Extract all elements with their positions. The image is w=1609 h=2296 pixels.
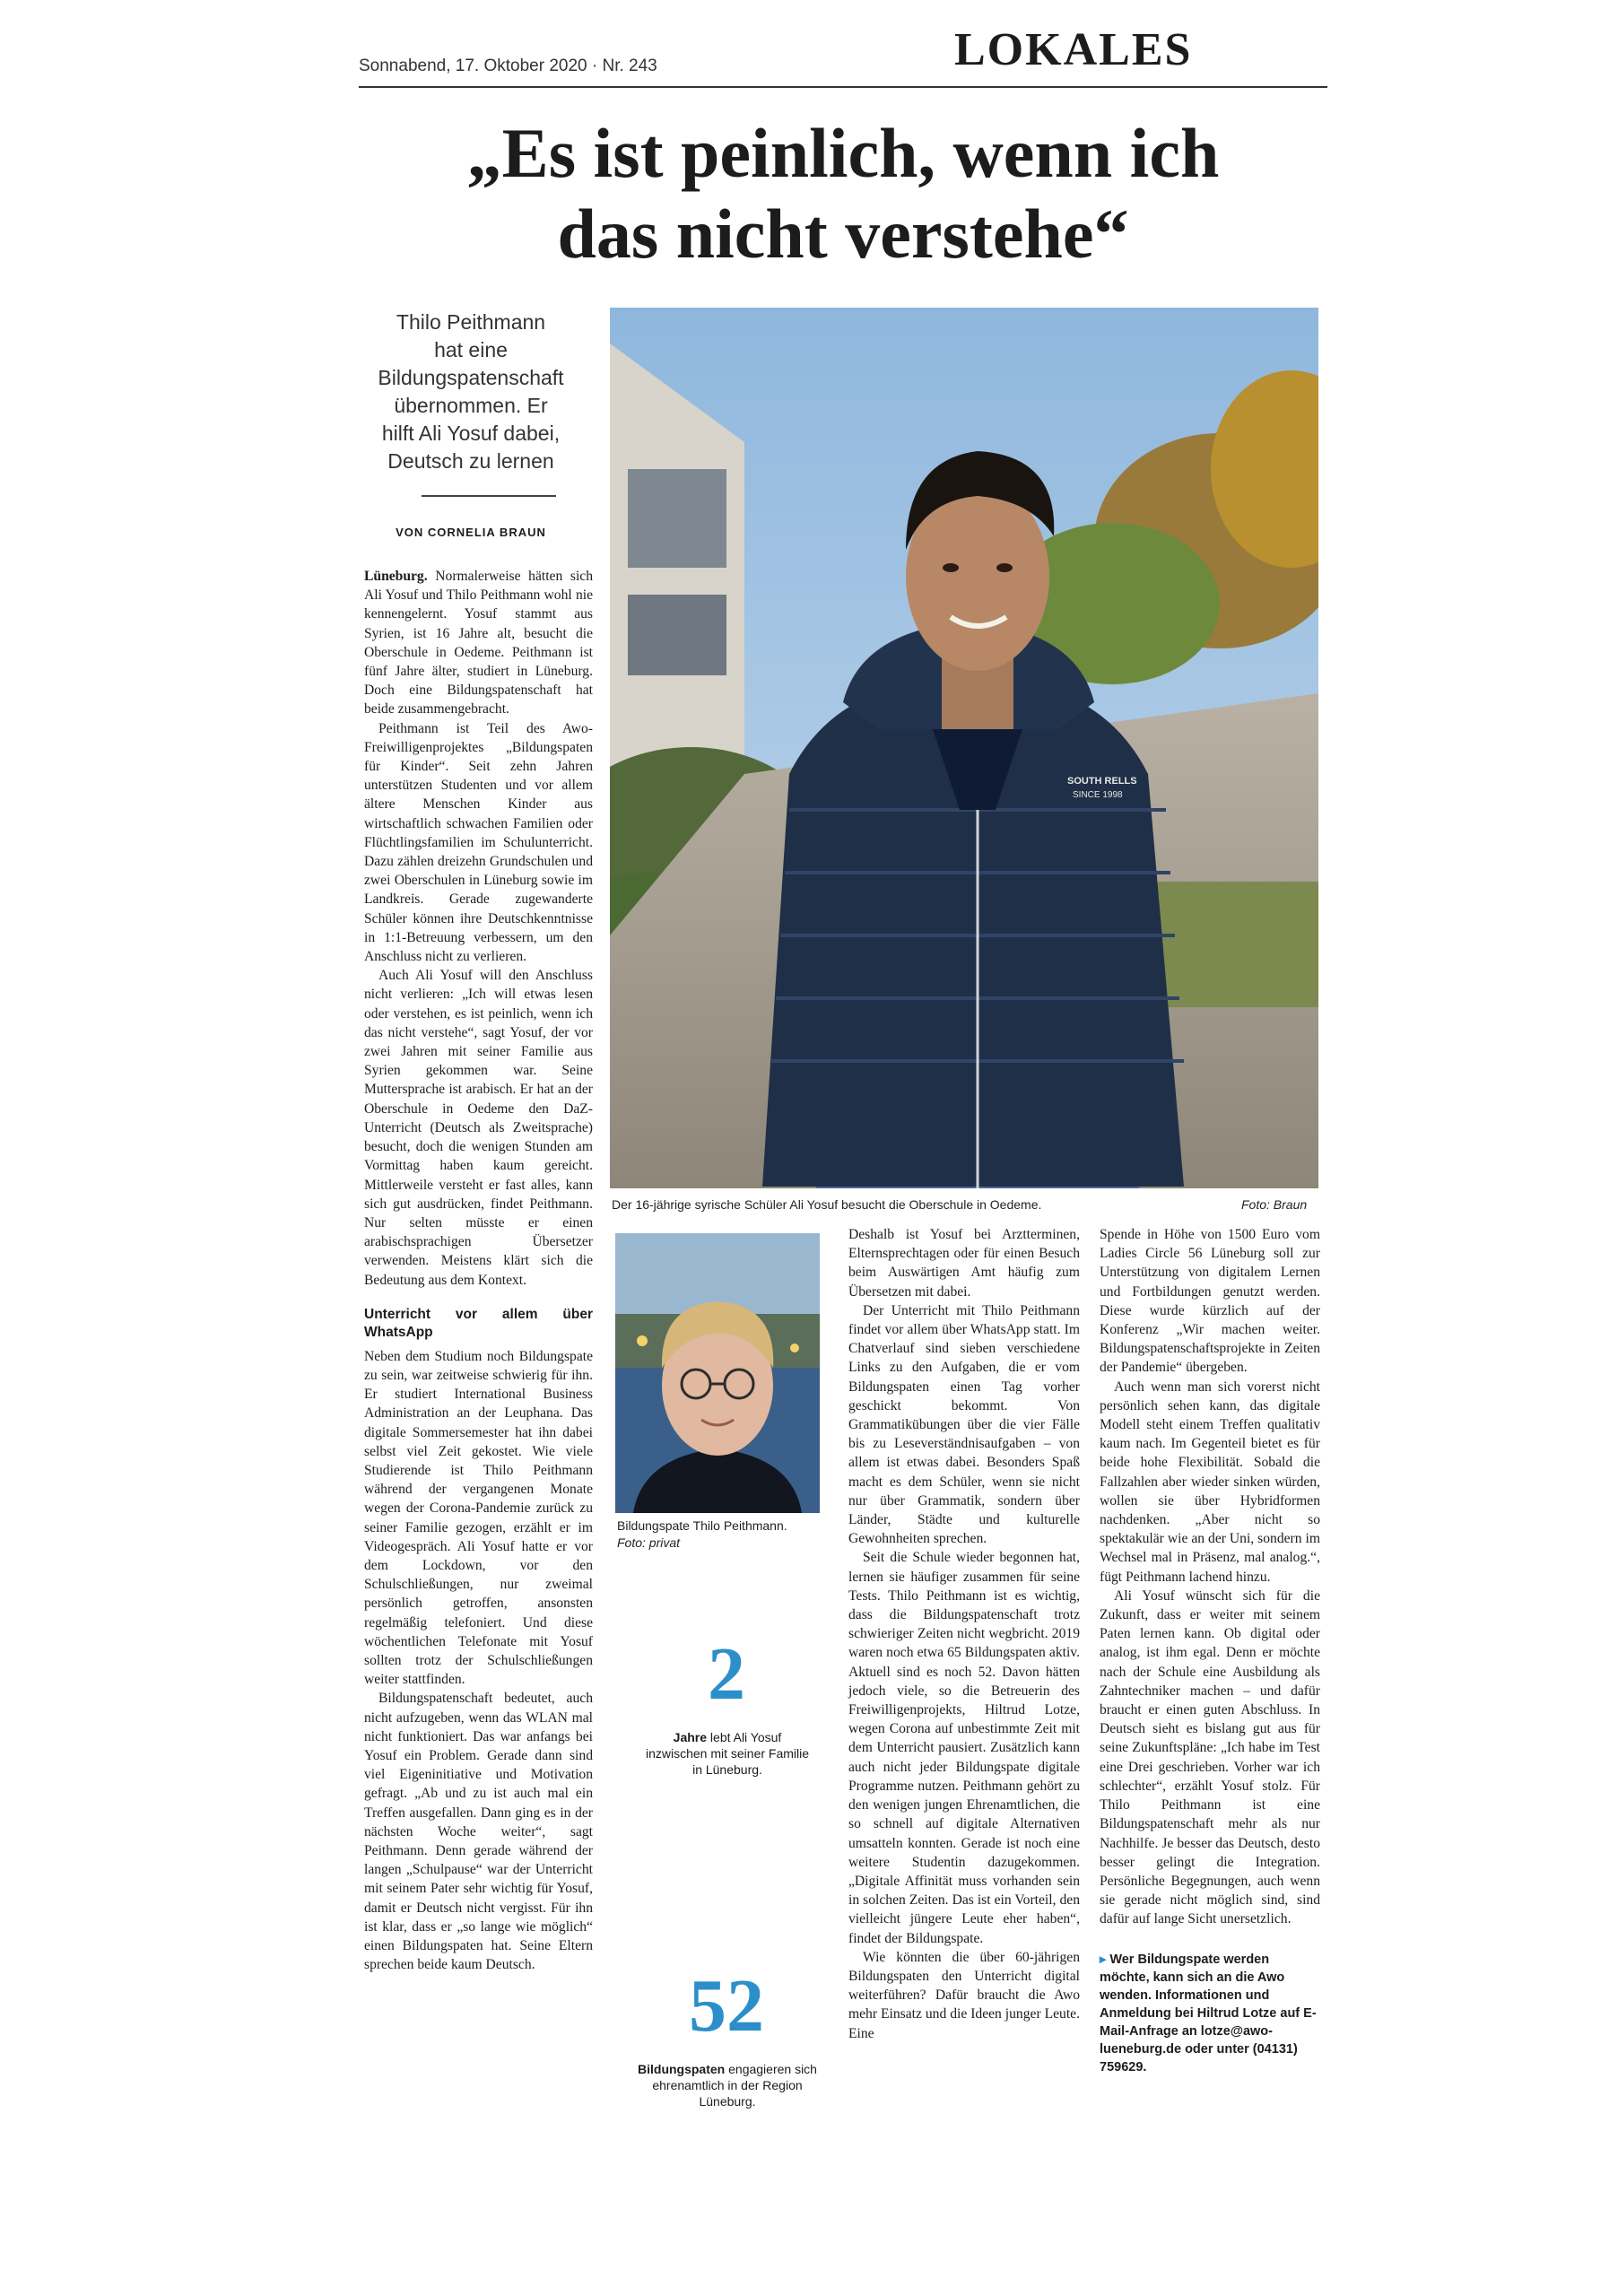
article-column-4 — [1100, 1225, 1320, 2076]
info-marker-icon: ▸ — [1100, 1952, 1107, 1967]
headline-line-1: „Es ist peinlich, wenn ich — [466, 114, 1220, 192]
lead-dateline: Lüneburg. — [364, 569, 428, 584]
article-column-3 — [848, 1225, 1080, 2043]
info-box — [1100, 1951, 1320, 2076]
small-photo-illustration — [615, 1233, 820, 1513]
factbox-number-paten: 52 — [689, 1964, 764, 2048]
small-photo-caption: Bildungspate Thilo Peithmann. — [617, 1518, 787, 1533]
section-title: LOKALES — [954, 24, 1193, 75]
teaser-line: Thilo Peithmann — [396, 310, 546, 334]
header-rule — [359, 86, 1327, 88]
subheading: Unterricht vor allem über WhatsApp — [364, 1306, 593, 1340]
dateline: Sonnabend, 17. Oktober 2020 · Nr. 243 — [359, 57, 657, 75]
teaser-line: Bildungspatenschaft — [378, 366, 564, 389]
jacket-logo-text: SOUTH RELLS — [1067, 776, 1137, 787]
byline: VON CORNELIA BRAUN — [396, 526, 546, 539]
teaser-divider — [422, 495, 556, 497]
teaser — [359, 309, 583, 475]
paragraph: Der Unterricht mit Thilo Peithmann findet vor allem über WhatsApp statt. Im Chatverlauf sind sieben verschiedene Links zu den Aufgaben, die er vom Bildungspaten einen Tag vorher geschickt bekommt. Von Grammatikübungen über die vier Fälle bis zu Leseverständnisaufgaben – von allem ist etwas dabei. Besonders Spaß macht es dem Schüler, wenn sie nicht nur über Grammatik, sondern über Länder, Städte und kulturelle Gewohnheiten sprechen. — [848, 1302, 1080, 1547]
paragraph: Spende in Höhe von 1500 Euro vom Ladies Circle 56 Lüneburg soll zur Unterstützung von digitalem Lernen und Fortbildungen genutzt werden. Diese wurde kürzlich auf der Konferenz „Wir machen weiter. Bildungspatenschaftsprojekte in Zeiten der Pandemie“ übergeben. — [1100, 1227, 1320, 1376]
paragraph: Lüneburg. Normalerweise hätten sich Ali Yosuf und Thilo Peithmann wohl nie kennengelernt. Yosuf stammt aus Syrien, ist 16 Jahre alt, besucht die Oberschule in Oedeme. Peithmann ist fünf Jahre älter, studiert in Lüneburg. Doch eine Bildungspatenschaft hat beide zusammengebracht. — [364, 569, 593, 718]
info-text: Wer Bildungspate werden möchte, kann sich an die Awo wenden. Informationen und Anmeldung bei Hiltrud Lotze auf E-Mail-Anfrage an lotze@awo-lueneburg.de oder unter (04131) 759629. — [1100, 1952, 1317, 2074]
jacket-logo-subtext: SINCE 1998 — [1073, 790, 1123, 800]
paragraph: Ali Yosuf wünscht sich für die Zukunft, dass er weiter mit seinem Paten lernen kann. Ob digital oder analog, ist ihm egal. Denn er möchte nach der Schule eine Ausbildung als Zahntechniker machen – und dafür braucht er einen guten Abschluss. In Deutsch sieht es bislang gut aus für seine Zukunftspläne: „Ich habe im Test eine Drei geschrieben. Vorher war ich schlechter“, erzählt Yosuf stolz. Für Thilo Peithmann ist eine Bildungspatenschaft mehr als nur Nachhilfe. Je besser das Deutsch, desto besser gelingt die Integration. Persönliche Begegnungen, auch wenn sie gerade nicht möglich sind, sind dafür auf lange Sicht unersetzlich. — [1100, 1587, 1320, 1927]
paragraph: Bildungspatenschaft bedeutet, auch nicht aufzugeben, wenn das WLAN mal nicht funktioniert. Das war anfangs bei Yosuf ein Problem. Gerade dann sind viel Eigeninitiative und Motivation gefragt. „Ab und zu ist auch mal ein Treffen ausgefallen. Dann ging es in der nächsten Woche weiter“, sagt Peithmann. Denn gerade während der langen „Schulpause“ war der Unterricht mit seinem Pater sehr wichtig für Yosuf, damit er Deutsch nicht vergisst. Für ihn ist klar, dass er „so lange wie möglich“ einen Bildungspaten hat. Seine Eltern sprechen beide kaum Deutsch. — [364, 1691, 593, 1973]
paragraph: Peithmann ist Teil des Awo-Freiwilligenprojektes „Bildungspaten für Kinder“. Seit zehn Jahren unterstützen Studenten und vor allem ältere Menschen Kinder aus wirtschaftlich schwachen Familien oder Flüchtlingsfamilien im Schulunterricht. Dazu zählen dreizehn Grundschulen und zwei Oberschulen in Lüneburg sowie im Landkreis. Gerade zugewanderte Schüler können ihre Deutschkenntnisse in 1:1-Betreuung verbessern, um den Anschluss nicht zu verlieren. — [364, 720, 593, 965]
paragraph: Neben dem Studium noch Bildungspate zu sein, war zeitweise schwierig für ihn. Er studiert International Business Administration an der Leuphana. Das digitale Sommersemester hat ihn dabei selbst viel Zeit gekostet. Wie viele Studierende ist Thilo Peithmann während der vergangenen Monate wegen der Corona-Pandemie zurück zu seiner Familie gezogen, erzählt er im Videogespräch. Ali Yosuf hatte er vor dem Lockdown, vor den Schulschließungen, nur zweimal persönlich getroffen, ansonsten regelmäßig telefoniert. Und diese wöchentlichen Telefonate mit Yosuf sollten trotz der Schulschließungen weiter stattfinden. — [364, 1348, 593, 1688]
paragraph: Auch Ali Yosuf will den Anschluss nicht verlieren: „Ich will etwas lesen oder verstehen, es ist peinlich, wenn ich das nicht verstehe“, sagt Yosuf, der vor zwei Jahren mit seiner Familie aus Syrien gekommen war. Seine Muttersprache ist arabisch. Er hat an der Oberschule in Oedeme den DaZ-Unterricht (Deutsch als Zweitsprache) besucht, doch die wenigen Stunden am Vormittag haben kaum gereicht. Mittlerweile versteht er fast alles, kann sich gut ausdrücken, findet Peithmann. Nur selten müsste er einen arabischsprachigen Übersetzer verwenden. Meistens klärt sich die Bedeutung aus dem Kontext. — [364, 968, 593, 1288]
factbox-number-years: 2 — [708, 1632, 745, 1716]
paragraph: Seit die Schule wieder begonnen hat, lernen sie häufiger zusammen für seine Tests. Thilo Peithmann ist es wichtig, dass die Bildungspatenschaft trotz schwieriger Zeiten nicht wegbricht. 2019 waren noch etwa 65 Bildungspaten aktiv. Aktuell sind es noch 52. Davon hätten jedoch viele, so die Betreuerin des Freiwilligenprojekts, Hiltrud Lotze, wegen Corona auf unbestimmte Zeit mit dem Unterricht pausiert. Zusätzlich kann auch nicht jeder Bildungspate digitale Programme nutzen. Peithmann gehört zu den wenigen jungen Ehrenamtlichen, die so schnell auf digitale Alternativen umsatteln konnten. Gerade ist noch eine weitere Studentin dazugekommen. „Digitale Affinität muss vorhanden sein in solchen Zeiten. Das ist ein Vorteil, den vielleicht jüngere Leute eher haben“, findet der Bildungspate. — [848, 1550, 1080, 1946]
teaser-line: übernommen. Er — [394, 394, 548, 417]
factbox-years-text: Jahre lebt Ali Yosuf inzwischen mit seiner Familie in Lüneburg. — [645, 1730, 810, 1777]
main-photo-credit: Foto: Braun — [1241, 1197, 1308, 1212]
factbox-paten-text: Bildungspaten engagieren sich ehrenamtlich in der Region Lüneburg. — [638, 2062, 817, 2109]
main-photo-caption: Der 16-jährige syrische Schüler Ali Yosuf besucht die Oberschule in Oedeme. — [612, 1197, 1042, 1212]
main-photo-illustration — [610, 308, 1318, 1188]
headline-line-2: das nicht verstehe“ — [557, 195, 1129, 273]
headline — [359, 113, 1327, 274]
teaser-line: Deutsch zu lernen — [387, 449, 554, 473]
teaser-line: hat eine — [434, 338, 508, 361]
paragraph: Auch wenn man sich vorerst nicht persönlich sehen kann, das digitale Modell steht einem Treffen qualitativ kaum nach. Im Gegenteil bietet es für beide hohe Flexibilität. Sobald die Fallzahlen aber wieder sinken würden, wollen sie über Hybridformen nachdenken. „Aber nicht so spektakulär wie an der Uni, sondern im Wechsel mal in Präsenz, mal analog.“, fügt Peithmann lachend hinzu. — [1100, 1378, 1320, 1585]
small-photo — [615, 1233, 820, 1513]
small-photo-credit: Foto: privat — [617, 1535, 681, 1550]
paragraph: Wie könnten die über 60-jährigen Bildungspaten den Unterricht digital weiterführen? Dafür braucht die Awo mehr Einsatz und die Ideen junger Leute. Eine — [848, 1949, 1080, 2041]
article-column-1 — [364, 567, 593, 1974]
main-photo — [610, 308, 1318, 1188]
teaser-line: hilft Ali Yosuf dabei, — [381, 422, 561, 445]
paragraph: Deshalb ist Yosuf bei Arztterminen, Elternsprechtagen oder für einen Besuch beim Auswärtigen Amt häufig zum Übersetzen mit dabei. — [848, 1227, 1080, 1300]
